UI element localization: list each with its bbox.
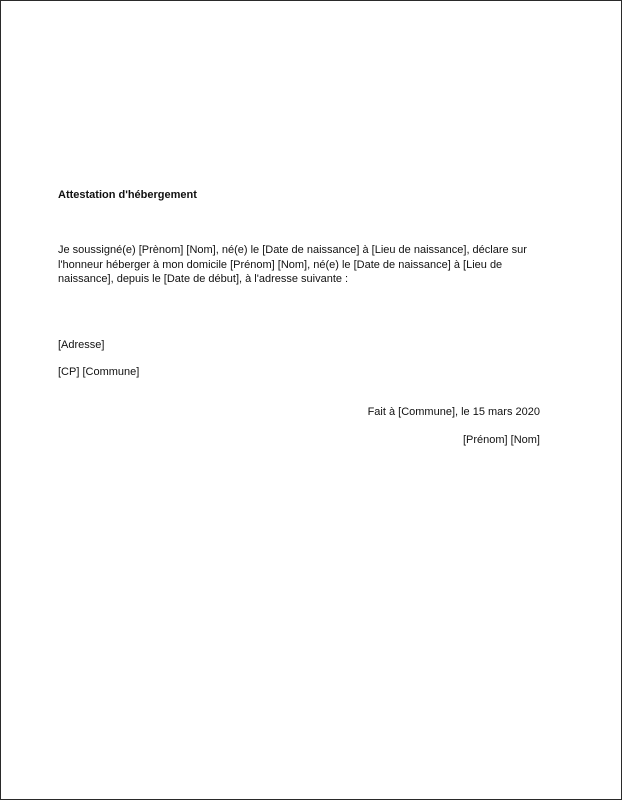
- postal-city-line: [CP] [Commune]: [58, 366, 140, 378]
- place-date-line: Fait à [Commune], le 15 mars 2020: [367, 406, 540, 418]
- document-title: Attestation d'hébergement: [58, 189, 197, 201]
- declaration-paragraph: Je soussigné(e) [Prènom] [Nom], né(e) le [Date de naissance] à [Lieu de naissance], déclare sur l'honneur héberger à mon domicile [Prénom] [Nom], né(e) le [Date de naissance] à [Lieu de naissance], depuis le [Date de début], à l'adresse suivante :: [58, 244, 527, 285]
- signature-name: [Prénom] [Nom]: [462, 434, 540, 446]
- address-line: [Adresse]: [58, 339, 105, 351]
